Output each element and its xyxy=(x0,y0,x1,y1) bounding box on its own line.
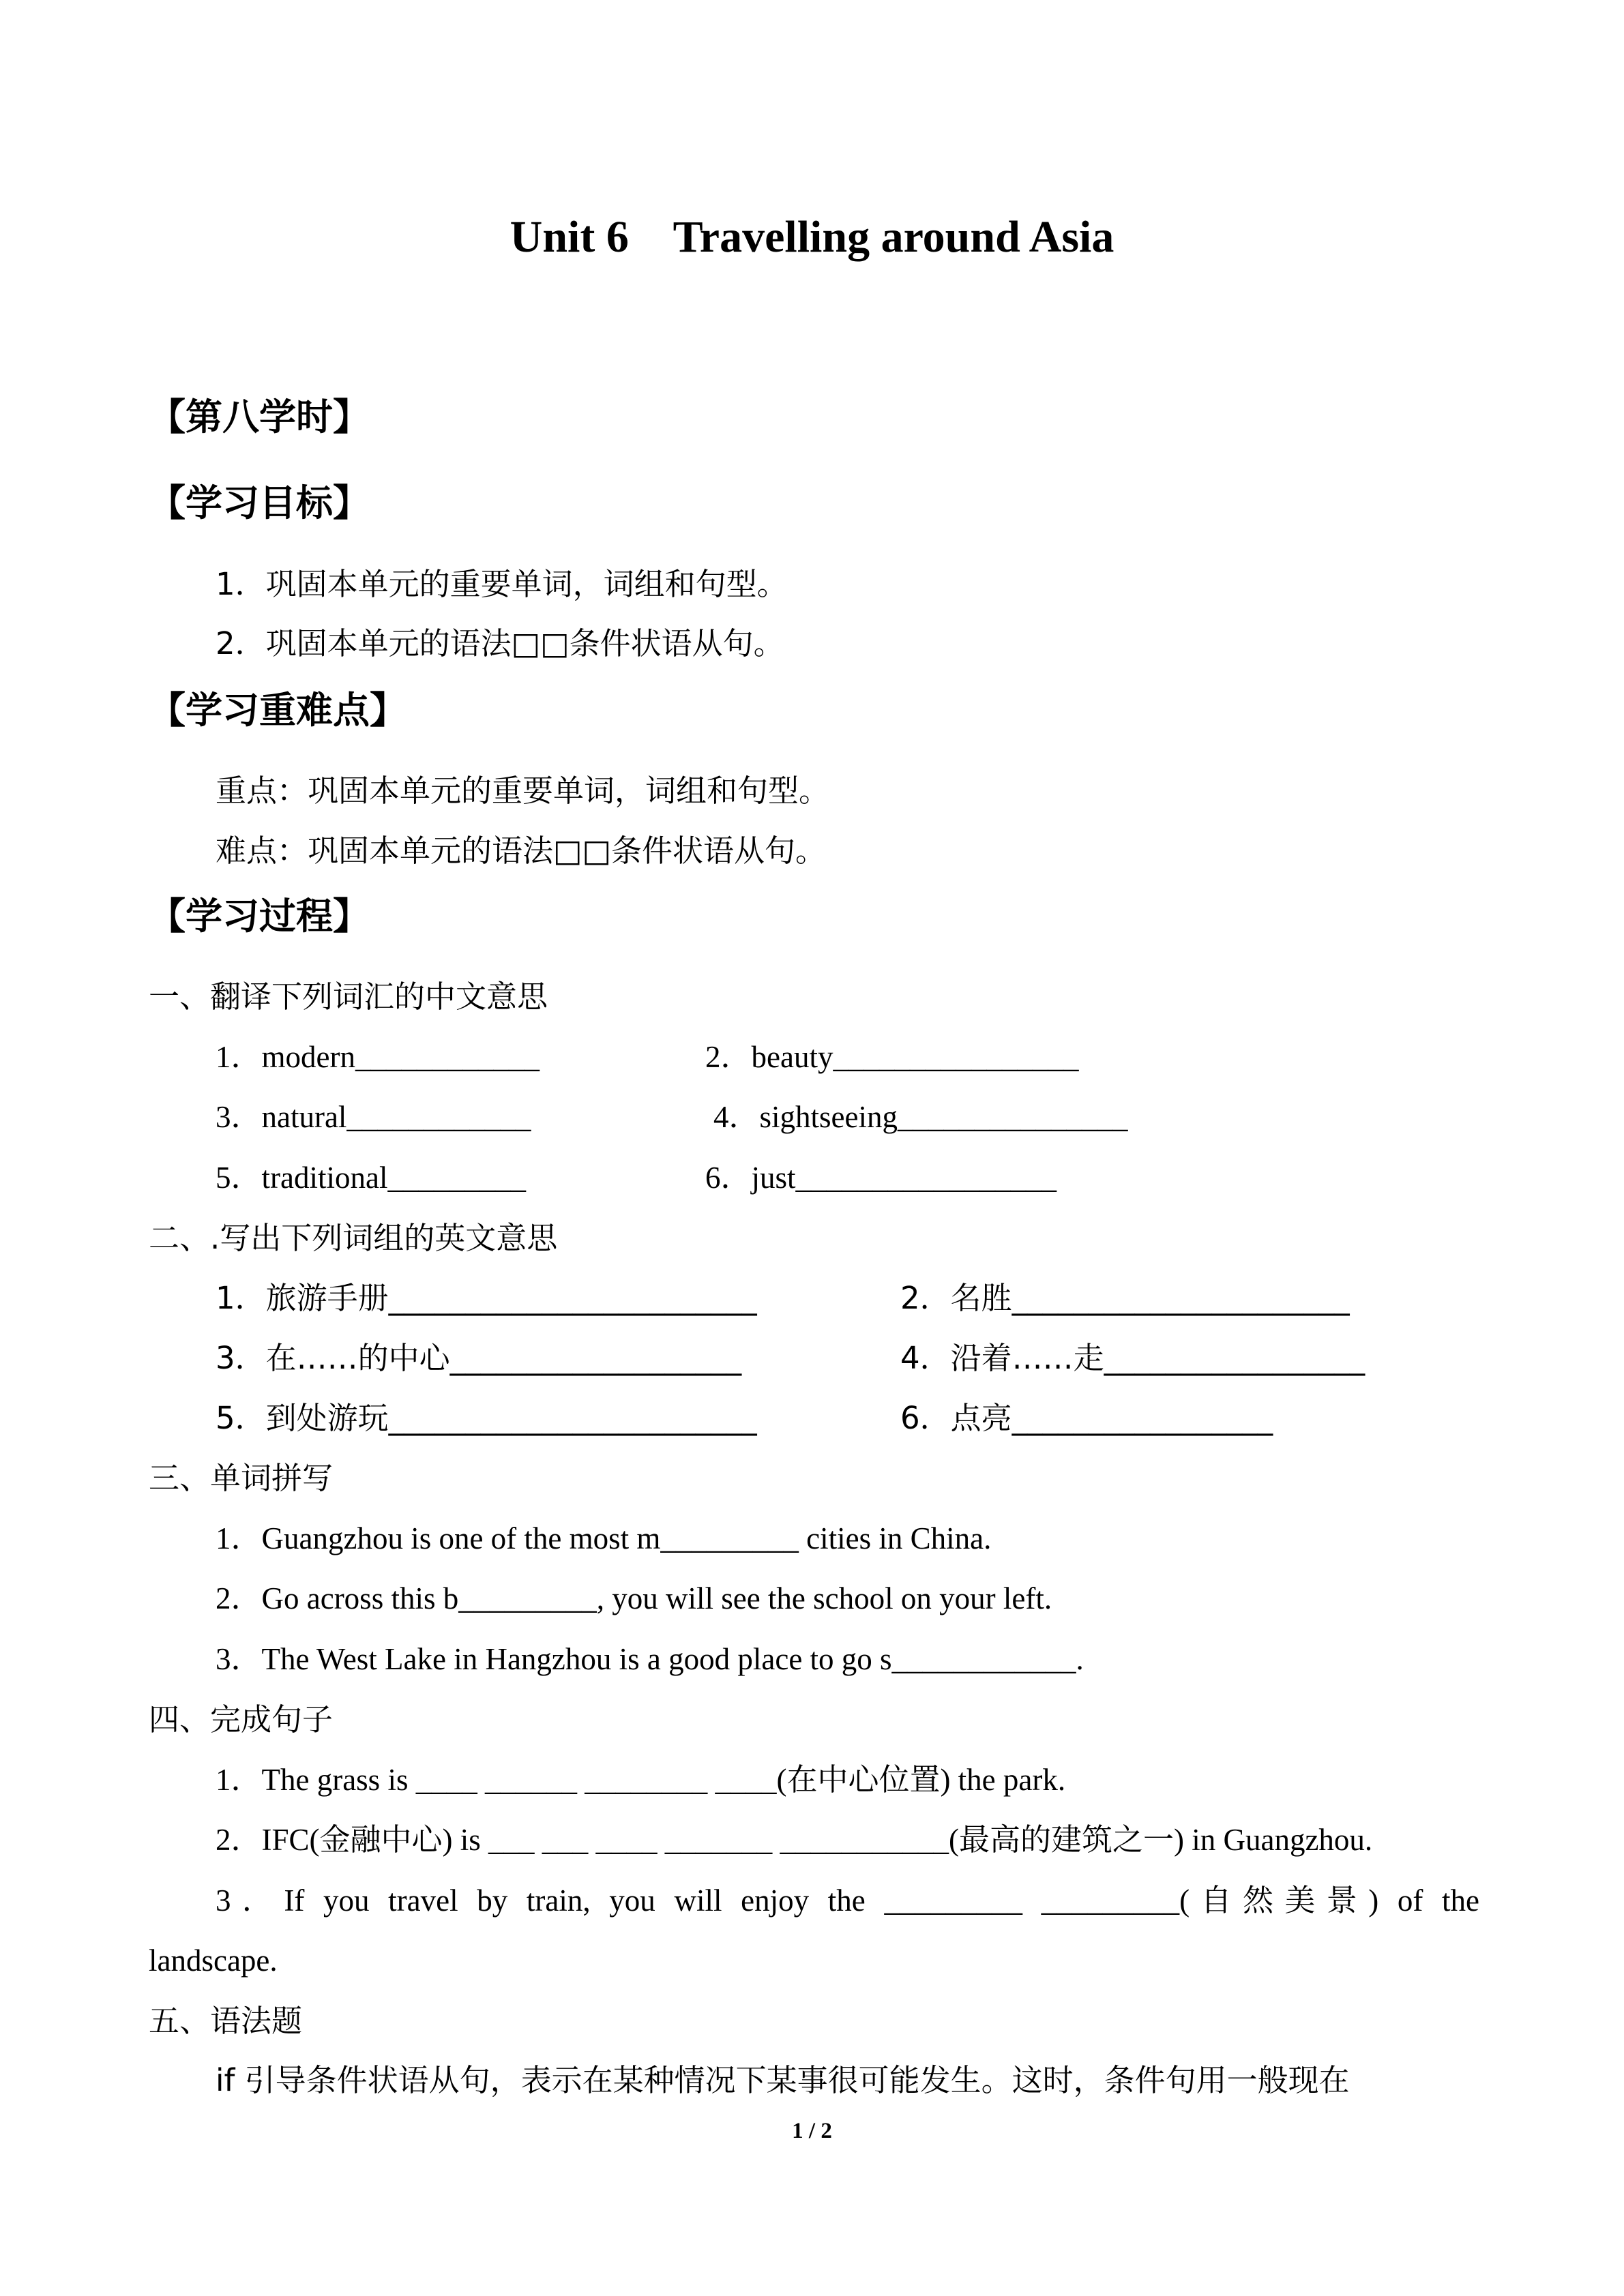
section3-heading: 三、单词拼写 xyxy=(149,1460,334,1496)
phrase-item-4: 4．沿着……走_________________ xyxy=(900,1340,1365,1376)
phrase-item-5: 5．到处游玩________________________ xyxy=(216,1400,757,1436)
spelling-item-1: 1．Guangzhou is one of the most m_________ cities in China. xyxy=(216,1521,992,1555)
sentence-item-3-continuation: landscape. xyxy=(149,1943,278,1978)
key-point-2: 难点：巩固本单元的语法□□条件状语从句。 xyxy=(216,833,827,869)
page-title: Unit 6 Travelling around Asia xyxy=(510,212,1114,262)
objective-item-1: 1．巩固本单元的重要单词，词组和句型。 xyxy=(216,566,788,602)
lesson-heading: 【第八学时】 xyxy=(149,396,370,438)
spelling-item-2: 2．Go across this b_________, you will see the school on your left. xyxy=(216,1581,1052,1615)
phrase-item-2: 2．名胜______________________ xyxy=(900,1280,1350,1316)
objective-item-2: 2．巩固本单元的语法□□条件状语从句。 xyxy=(216,625,784,661)
vocab-item-3: 3．natural____________ xyxy=(216,1100,531,1134)
key-point-1: 重点：巩固本单元的重要单词，词组和句型。 xyxy=(216,773,830,809)
phrase-item-6: 6．点亮_________________ xyxy=(900,1400,1273,1436)
section5-heading: 五、语法题 xyxy=(149,2003,303,2039)
sentence-item-1: 1．The grass is ____ ______ ________ ____(在中心位置) the park. xyxy=(216,1763,1066,1797)
sentence-item-2: 2．IFC(金融中心) is ___ ___ ____ _______ ___________(最高的建筑之一) in Guangzhou. xyxy=(216,1823,1373,1857)
spelling-item-3: 3．The West Lake in Hangzhou is a good place to go s____________. xyxy=(216,1642,1084,1676)
grammar-text: if 引导条件状语从句，表示在某种情况下某事很可能发生。这时，条件句用一般现在 xyxy=(216,2062,1350,2098)
section4-heading: 四、完成句子 xyxy=(149,1701,334,1738)
vocab-item-2: 2．beauty________________ xyxy=(705,1040,1079,1074)
sentence-item-3: 3．If you travel by train, you will enjoy the _________ _________(自然美景) of the xyxy=(216,1883,1479,1918)
process-heading: 【学习过程】 xyxy=(149,895,370,938)
vocab-item-6: 6．just_________________ xyxy=(705,1161,1057,1195)
phrase-item-1: 1．旅游手册________________________ xyxy=(216,1280,757,1316)
vocab-item-1: 1．modern____________ xyxy=(216,1040,540,1074)
phrase-item-3: 3．在……的中心___________________ xyxy=(216,1340,742,1376)
vocab-item-5: 5．traditional_________ xyxy=(216,1161,526,1195)
page-number: 1 / 2 xyxy=(792,2119,832,2143)
section2-heading: 二、.写出下列词组的英文意思 xyxy=(149,1220,558,1256)
key-points-heading: 【学习重难点】 xyxy=(149,689,407,732)
section1-heading: 一、翻译下列词汇的中文意思 xyxy=(149,979,548,1015)
objectives-heading: 【学习目标】 xyxy=(149,481,370,524)
vocab-item-4: 4．sightseeing_______________ xyxy=(713,1100,1128,1134)
